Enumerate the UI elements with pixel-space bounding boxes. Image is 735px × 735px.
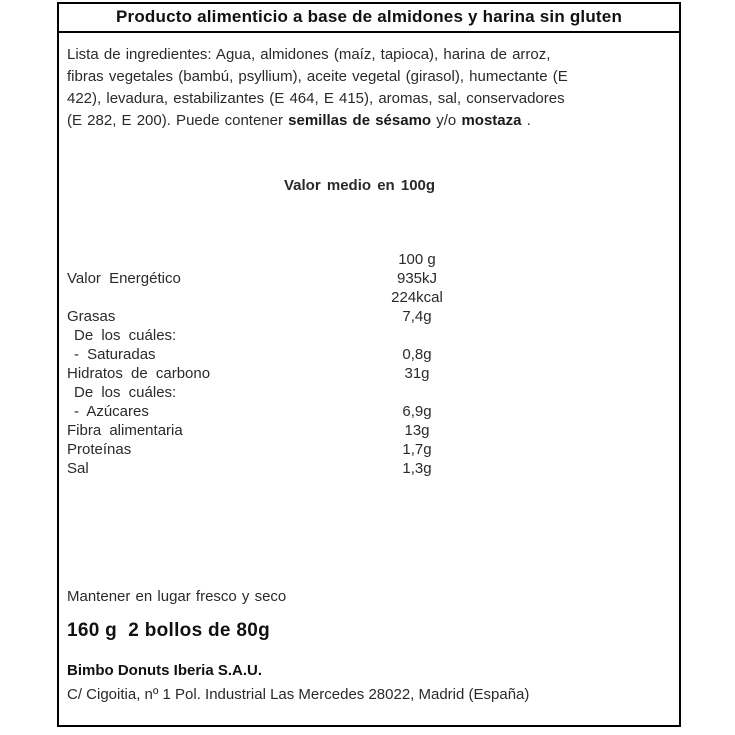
ingredients-connector: y/o <box>431 112 462 129</box>
manufacturer-address: C/ Cigoitia, nº 1 Pol. Industrial Las Mercedes 28022, Madrid (España) <box>67 686 530 703</box>
allergen-sesame: semillas de sésamo <box>288 112 432 129</box>
nutrition-row-carbohydrates <box>59 364 679 383</box>
nutrition-row-sugars <box>59 402 679 421</box>
nutrition-value: 6,9g <box>402 403 432 420</box>
nutrition-row-fibre <box>59 421 679 440</box>
nutrition-label: - Azúcares <box>74 403 149 420</box>
nutrition-label: Proteínas <box>67 441 132 458</box>
allergen-mustard: mostaza <box>461 112 522 129</box>
nutrition-heading: Valor medio en 100g <box>284 177 436 194</box>
nutrition-row-salt <box>59 459 679 478</box>
nutrition-label: - Saturadas <box>74 346 156 363</box>
nutrition-value: 31g <box>404 365 430 382</box>
nutrition-value: 1,3g <box>402 460 432 477</box>
nutrition-value: 935kJ <box>396 270 438 287</box>
nutrition-value: 100 g <box>398 251 436 268</box>
nutrition-value: 1,7g <box>402 441 432 458</box>
nutrition-label: De los cuáles: <box>74 327 177 344</box>
nutrition-row-of-which-2 <box>59 383 679 402</box>
nutrition-label: Sal <box>67 460 89 477</box>
product-label-frame <box>57 2 681 727</box>
manufacturer-name: Bimbo Donuts Iberia S.A.U. <box>67 662 263 679</box>
product-title: Producto alimenticio a base de almidones y harina sin gluten <box>59 4 679 33</box>
nutrition-label: Hidratos de carbono <box>67 365 211 382</box>
nutrition-label: De los cuáles: <box>74 384 177 401</box>
nutrition-row-saturates <box>59 345 679 364</box>
nutrition-row-of-which-1 <box>59 326 679 345</box>
nutrition-row-energy-kcal <box>59 288 679 307</box>
nutrition-value: 0,8g <box>402 346 432 363</box>
nutrition-row-column-header <box>59 250 679 269</box>
nutrition-label: Grasas <box>67 308 116 325</box>
nutrition-row-fat <box>59 307 679 326</box>
nutrition-label: Fibra alimentaria <box>67 422 183 439</box>
nutrition-table <box>59 250 679 478</box>
nutrition-label: Valor Energético <box>67 270 181 287</box>
ingredients-text: Lista de ingredientes: Agua, almidones (maíz, tapioca), harina de arroz, fibras vegetales (bambú, psyllium), aceite vegetal (girasol), humectante (E 422), levadura, estabilizantes (E 464, E 415), aromas, sal, conservadores (E 282, E 200). Puede contener <box>67 46 568 129</box>
nutrition-row-protein <box>59 440 679 459</box>
nutrition-value: 13g <box>404 422 430 439</box>
ingredients-suffix: . <box>521 112 531 129</box>
net-weight: 160 g 2 bollos de 80g <box>67 620 271 641</box>
nutrition-row-energy-kj <box>59 269 679 288</box>
ingredients-paragraph <box>67 44 579 132</box>
storage-instructions: Mantener en lugar fresco y seco <box>67 588 287 605</box>
nutrition-value: 224kcal <box>391 289 443 306</box>
nutrition-value: 7,4g <box>402 308 432 325</box>
